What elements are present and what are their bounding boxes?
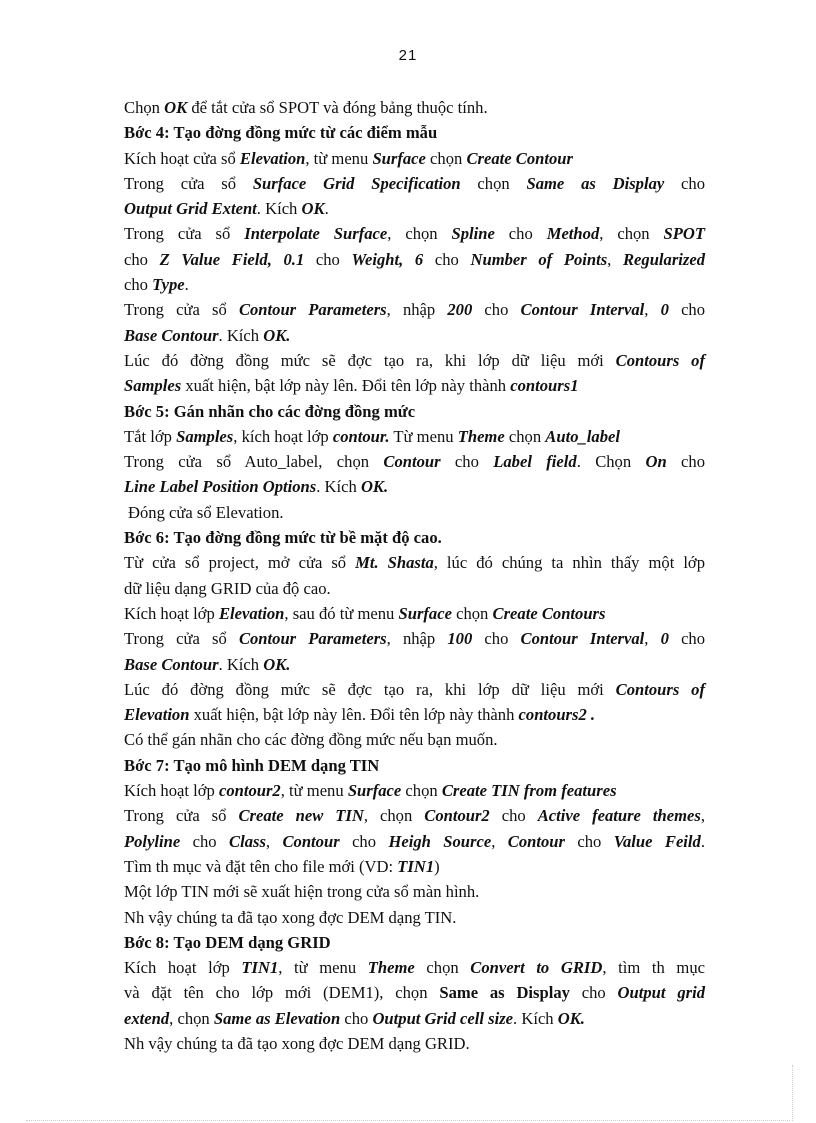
step-heading bbox=[124, 930, 705, 955]
text-line bbox=[124, 626, 705, 651]
emphasis-term: Theme bbox=[367, 958, 415, 978]
emphasis-term: Contours of bbox=[615, 350, 705, 370]
emphasis-term: Contour bbox=[282, 831, 340, 851]
text-run: , bbox=[700, 806, 706, 826]
text-run: , bbox=[644, 300, 661, 320]
emphasis-term: Samples bbox=[176, 426, 234, 446]
text-run: chọn bbox=[401, 781, 442, 801]
text-run: , từ menu bbox=[305, 148, 373, 168]
text-run: , bbox=[607, 249, 623, 269]
text-run: Kích hoạt cửa sổ bbox=[124, 148, 240, 168]
text-run: . bbox=[324, 199, 329, 219]
text-run: , chọn bbox=[387, 224, 452, 244]
text-run: dữ liệu dạng GRID của độ cao. bbox=[124, 578, 331, 598]
emphasis-term: Weight, 6 bbox=[351, 249, 424, 269]
text-run: . Kích bbox=[513, 1008, 558, 1028]
text-run: cho bbox=[124, 275, 153, 295]
text-run: . bbox=[184, 275, 189, 295]
emphasis-term: Interpolate Surface bbox=[244, 224, 388, 244]
text-run: cho bbox=[340, 1008, 373, 1028]
text-run: xuất hiện, bật lớp này lên. Đổi tên lớp này thành bbox=[181, 376, 511, 396]
text-run: , kích hoạt lớp bbox=[233, 426, 333, 446]
emphasis-term: Label field bbox=[493, 452, 577, 472]
emphasis-term: Elevation bbox=[239, 148, 306, 168]
emphasis-term: Contour2 bbox=[424, 806, 490, 826]
emphasis-term: Mt. Shasta bbox=[355, 553, 434, 573]
emphasis-term: 200 bbox=[447, 300, 473, 320]
text-line bbox=[124, 373, 705, 398]
text-line bbox=[124, 500, 705, 525]
emphasis-term: Contour bbox=[507, 831, 565, 851]
emphasis-term: Heigh Source bbox=[388, 831, 492, 851]
emphasis-term: Surface Grid Specification bbox=[252, 173, 461, 193]
emphasis-term: Create Contours bbox=[492, 603, 606, 623]
emphasis-term: On bbox=[645, 452, 667, 472]
text-run: ) bbox=[434, 856, 440, 876]
text-run: , lúc đó chúng ta nhìn thấy một lớp bbox=[433, 553, 706, 573]
emphasis-term: Number of Points bbox=[470, 249, 608, 269]
text-run: Đóng cửa sổ Elevation. bbox=[128, 502, 284, 522]
text-line bbox=[124, 424, 705, 449]
emphasis-term: Polyline bbox=[124, 831, 181, 851]
emphasis-term: OK. bbox=[263, 654, 291, 674]
emphasis-term: Same as Display bbox=[526, 173, 665, 193]
text-run: , nhập bbox=[386, 300, 448, 320]
text-run: , chọn bbox=[363, 806, 425, 826]
emphasis-term: OK. bbox=[360, 477, 389, 497]
emphasis-term: Elevation bbox=[218, 603, 285, 623]
emphasis-term: Contours of bbox=[615, 679, 705, 699]
text-run: cho bbox=[564, 831, 614, 851]
emphasis-term: Create new TIN bbox=[238, 806, 364, 826]
text-run: xuất hiện, bật lớp này lên. Đổi tên lớp này thành bbox=[189, 705, 519, 725]
emphasis-term: TIN1 bbox=[397, 856, 435, 876]
text-run: Tắt lớp bbox=[124, 426, 177, 446]
text-line bbox=[124, 449, 705, 474]
text-run: . Kích bbox=[256, 199, 302, 219]
emphasis-term: Contour Interval bbox=[520, 629, 645, 649]
text-run: chọn bbox=[414, 958, 471, 978]
emphasis-term: Convert to GRID bbox=[470, 958, 603, 978]
emphasis-term: Output Grid cell size bbox=[372, 1008, 514, 1028]
emphasis-term: Surface bbox=[372, 148, 426, 168]
text-line bbox=[124, 652, 705, 677]
emphasis-term: contour2 bbox=[218, 781, 281, 801]
text-run: , từ menu bbox=[278, 958, 368, 978]
emphasis-term: Samples bbox=[124, 376, 182, 396]
text-run: cho bbox=[440, 452, 494, 472]
text-line bbox=[124, 879, 705, 904]
text-run: cho bbox=[489, 806, 538, 826]
text-run: Kích hoạt lớp bbox=[124, 781, 219, 801]
bottom-dotted-rule bbox=[26, 1120, 790, 1121]
emphasis-term: 100 bbox=[447, 629, 473, 649]
emphasis-term: Value Feild bbox=[613, 831, 701, 851]
text-run: cho bbox=[423, 249, 471, 269]
emphasis-term: Base Contour bbox=[124, 325, 219, 345]
emphasis-term: Spline bbox=[451, 224, 495, 244]
text-run: , sau đó từ menu bbox=[284, 603, 399, 623]
emphasis-term: OK bbox=[164, 98, 188, 117]
text-line bbox=[124, 196, 705, 221]
text-line bbox=[124, 702, 705, 727]
text-run: cho bbox=[664, 173, 705, 193]
text-line bbox=[124, 297, 705, 322]
text-run: Trong cửa sổ Auto_label, chọn bbox=[124, 452, 384, 472]
text-line bbox=[124, 247, 705, 272]
text-run: , tìm th mục bbox=[602, 958, 705, 978]
text-run: cho bbox=[472, 300, 521, 320]
emphasis-term: Theme bbox=[457, 426, 505, 446]
text-line bbox=[124, 803, 705, 828]
text-run: cho bbox=[569, 983, 618, 1003]
text-line bbox=[124, 778, 705, 803]
emphasis-term: 0 bbox=[660, 629, 669, 649]
text-line bbox=[124, 980, 705, 1005]
emphasis-term: extend bbox=[124, 1008, 170, 1028]
text-run: cho bbox=[666, 452, 706, 472]
text-run: Từ menu bbox=[389, 426, 458, 446]
emphasis-term: Regularized bbox=[622, 249, 706, 269]
text-line bbox=[124, 955, 705, 980]
text-run: . bbox=[700, 831, 705, 851]
text-line bbox=[124, 829, 705, 854]
text-line bbox=[124, 146, 705, 171]
text-run: để tắt cửa sổ SPOT và đóng bảng thuộc tính. bbox=[187, 98, 488, 117]
emphasis-term: Contour Parameters bbox=[238, 300, 387, 320]
text-run: . Kích bbox=[316, 477, 361, 497]
emphasis-term: Surface bbox=[398, 603, 452, 623]
text-run: Bớc 5: Gán nhãn cho các đờng đồng mức bbox=[124, 401, 416, 421]
text-run: . Chọn bbox=[576, 452, 646, 472]
emphasis-term: Contour Interval bbox=[520, 300, 645, 320]
text-run: Trong cửa sổ bbox=[124, 224, 245, 244]
text-run: Kích hoạt lớp bbox=[124, 958, 242, 978]
text-run: cho bbox=[494, 224, 547, 244]
text-run: và đặt tên cho lớp mới (DEM1), chọn bbox=[124, 983, 440, 1003]
emphasis-term: TIN1 bbox=[241, 958, 279, 978]
step-heading bbox=[124, 399, 705, 424]
text-run: cho bbox=[124, 249, 160, 269]
emphasis-term: 0 bbox=[660, 300, 669, 320]
text-run: Một lớp TIN mới sẽ xuất hiện trong cửa sổ màn hình. bbox=[124, 882, 480, 902]
emphasis-term: Same as Elevation bbox=[213, 1008, 341, 1028]
text-run: Tìm th mục và đặt tên cho file mới (VD: bbox=[124, 856, 398, 876]
text-line bbox=[124, 1006, 705, 1031]
text-run: , bbox=[644, 629, 661, 649]
text-run: cho bbox=[668, 629, 706, 649]
text-line bbox=[124, 221, 705, 246]
emphasis-term: Method bbox=[546, 224, 600, 244]
emphasis-term: OK bbox=[301, 199, 325, 219]
text-run: Trong cửa sổ bbox=[124, 300, 239, 320]
text-run: , nhập bbox=[386, 629, 448, 649]
text-run: . Kích bbox=[218, 654, 264, 674]
text-line bbox=[124, 272, 705, 297]
text-run: , bbox=[265, 831, 283, 851]
text-run: Bớc 4: Tạo đờng đồng mức từ các điểm mẫu bbox=[124, 123, 438, 143]
emphasis-term: Contour Parameters bbox=[238, 629, 387, 649]
text-line bbox=[124, 474, 705, 499]
text-run: Trong cửa sổ bbox=[124, 173, 253, 193]
text-run: Trong cửa sổ bbox=[124, 629, 239, 649]
text-line bbox=[124, 171, 705, 196]
text-run: , từ menu bbox=[280, 781, 348, 801]
emphasis-term: Z Value Field, 0.1 bbox=[159, 249, 305, 269]
emphasis-term: Output grid bbox=[617, 983, 705, 1003]
text-run: , chọn bbox=[169, 1008, 214, 1028]
emphasis-term: OK. bbox=[263, 325, 291, 345]
emphasis-term: Create TIN from features bbox=[441, 781, 617, 801]
document-body bbox=[124, 95, 705, 1056]
emphasis-term: contours1 bbox=[510, 376, 579, 396]
emphasis-term: OK. bbox=[557, 1008, 585, 1028]
text-run: cho bbox=[304, 249, 352, 269]
text-run: Chọn bbox=[124, 98, 165, 117]
text-run: Bớc 8: Tạo DEM dạng GRID bbox=[124, 932, 331, 952]
emphasis-term: Elevation bbox=[124, 705, 190, 725]
emphasis-term: Active feature themes bbox=[537, 806, 701, 826]
text-line bbox=[124, 677, 705, 702]
text-run: chọn bbox=[425, 148, 467, 168]
emphasis-term: Type bbox=[152, 275, 185, 295]
text-run: chọn bbox=[504, 426, 546, 446]
emphasis-term: Output Grid Extent bbox=[124, 199, 257, 219]
emphasis-term: contours2 . bbox=[518, 705, 596, 725]
page-number: 21 bbox=[398, 47, 418, 64]
text-run: Bớc 6: Tạo đờng đồng mức từ bề mặt độ cao. bbox=[124, 528, 442, 548]
emphasis-term: Surface bbox=[347, 781, 402, 801]
text-run: Lúc đó đờng đồng mức sẽ đợc tạo ra, khi lớp dữ liệu mới bbox=[124, 350, 616, 370]
emphasis-term: Class bbox=[229, 831, 266, 851]
text-line bbox=[124, 1031, 705, 1056]
text-run: chọn bbox=[460, 173, 527, 193]
text-run: chọn bbox=[451, 603, 493, 623]
emphasis-term: Auto_label bbox=[545, 426, 620, 446]
text-line bbox=[124, 95, 705, 120]
text-run: Nh vậy chúng ta đã tạo xong đợc DEM dạng GRID. bbox=[124, 1033, 470, 1053]
text-line bbox=[124, 601, 705, 626]
text-run: , bbox=[491, 831, 508, 851]
text-run: Lúc đó đờng đồng mức sẽ đợc tạo ra, khi lớp dữ liệu mới bbox=[124, 679, 616, 699]
text-line bbox=[124, 727, 705, 752]
text-run: cho bbox=[668, 300, 706, 320]
text-run: , chọn bbox=[599, 224, 664, 244]
text-run: Trong cửa sổ bbox=[124, 806, 239, 826]
text-line bbox=[124, 905, 705, 930]
right-dotted-rule bbox=[792, 1065, 793, 1121]
step-heading bbox=[124, 120, 705, 145]
emphasis-term: Base Contour bbox=[124, 654, 219, 674]
text-line bbox=[124, 576, 705, 601]
text-run: Kích hoạt lớp bbox=[124, 603, 219, 623]
emphasis-term: Create Contour bbox=[466, 148, 573, 168]
text-line bbox=[124, 348, 705, 373]
text-run: cho bbox=[472, 629, 521, 649]
text-line bbox=[124, 550, 705, 575]
emphasis-term: contour. bbox=[332, 426, 390, 446]
text-run: Từ cửa sổ project, mở cửa sổ bbox=[124, 553, 356, 573]
bold-term: Same as Display bbox=[439, 983, 570, 1003]
text-run: Có thể gán nhãn cho các đờng đồng mức nếu bạn muốn. bbox=[124, 730, 498, 750]
text-line bbox=[124, 854, 705, 879]
text-run: cho bbox=[180, 831, 230, 851]
step-heading bbox=[124, 525, 705, 550]
emphasis-term: Contour bbox=[383, 452, 441, 472]
text-line bbox=[124, 323, 705, 348]
text-run: Nh vậy chúng ta đã tạo xong đợc DEM dạng TIN. bbox=[124, 907, 457, 927]
text-run: cho bbox=[339, 831, 389, 851]
emphasis-term: SPOT bbox=[663, 224, 705, 244]
text-run: Bớc 7: Tạo mô hình DEM dạng TIN bbox=[124, 755, 380, 775]
step-heading bbox=[124, 753, 705, 778]
emphasis-term: Line Label Position Options bbox=[124, 477, 317, 497]
text-run: . Kích bbox=[218, 325, 264, 345]
